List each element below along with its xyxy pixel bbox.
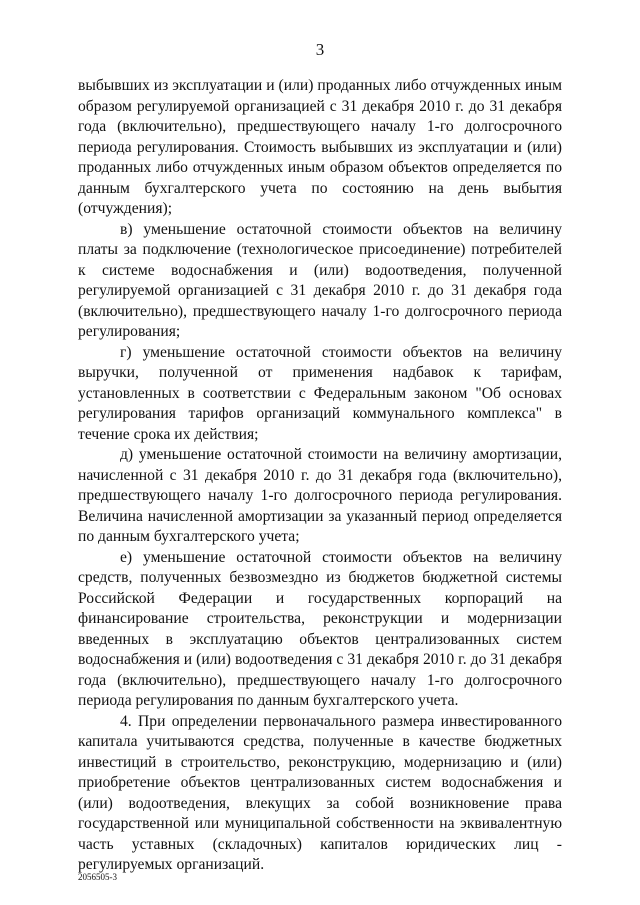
paragraph-item-g: г) уменьшение остаточной стоимости объектов на величину выручки, полученной от применения надбавок к тарифам, установленных в соответствии с Федеральным законом "Об основах регулирования тарифов организаций коммунального комплекса" в течение срока их действия; xyxy=(78,343,562,443)
paragraph-item-d: д) уменьшение остаточной стоимости на величину амортизации, начисленной с 31 декабря 2010 г. до 31 декабря года (включительно), предшествующего началу 1-го долгосрочного периода регулирования. Величина начисленной амортизации за указанный период определяется по данным бухгалтерского учета; xyxy=(78,446,562,545)
paragraph-continuation: выбывших из эксплуатации и (или) проданных либо отчужденных иным образом регулируемой организацией с 31 декабря 2010 г. до 31 декабря года (включительно), предшествующего началу 1-го долгосрочного периода регулирования. Стоимость выбывших из эксплуатации и (или) проданных либо отчужденных иным образом объектов определяется по данным бухгалтерского учета по состоянию на день выбытия (отчуждения); xyxy=(78,77,562,217)
paragraph-item-4: 4. При определении первоначального размера инвестированного капитала учитываются средства, полученные в качестве бюджетных инвестиций в строительство, реконструкцию, модернизацию и (или) приобретение объектов централизованных систем водоснабжения и (или) водоотведения, влекущих за собой возникновение права государственной или муниципальной собственности на эквивалентную часть уставных (складочных) капиталов юридических лиц - регулируемых организаций. xyxy=(78,712,562,873)
document-code: 2056505-3 xyxy=(78,872,117,882)
paragraph-item-e: е) уменьшение остаточной стоимости объектов на величину средств, полученных безвозмездно из бюджетов бюджетной системы Российской Федерации и государственных корпораций на финансирование строительства, реконструкции и модернизации введенных в эксплуатацию объектов централизованных систем водоснабжения и (или) водоотведения с 31 декабря 2010 г. до 31 декабря года (включительно), предшествующего началу 1-го долгосрочного периода регулирования по данным бухгалтерского учета. xyxy=(78,548,562,709)
paragraph-item-v: в) уменьшение остаточной стоимости объектов на величину платы за подключение (технологическое присоединение) потребителей к системе водоснабжения и (или) водоотведения, полученной регулируемой организацией с 31 декабря 2010 г. до 31 декабря года (включительно), предшествующего началу 1-го долгосрочного периода регулирования; xyxy=(78,220,562,340)
document-body xyxy=(78,76,562,876)
page-number: 3 xyxy=(315,40,325,59)
